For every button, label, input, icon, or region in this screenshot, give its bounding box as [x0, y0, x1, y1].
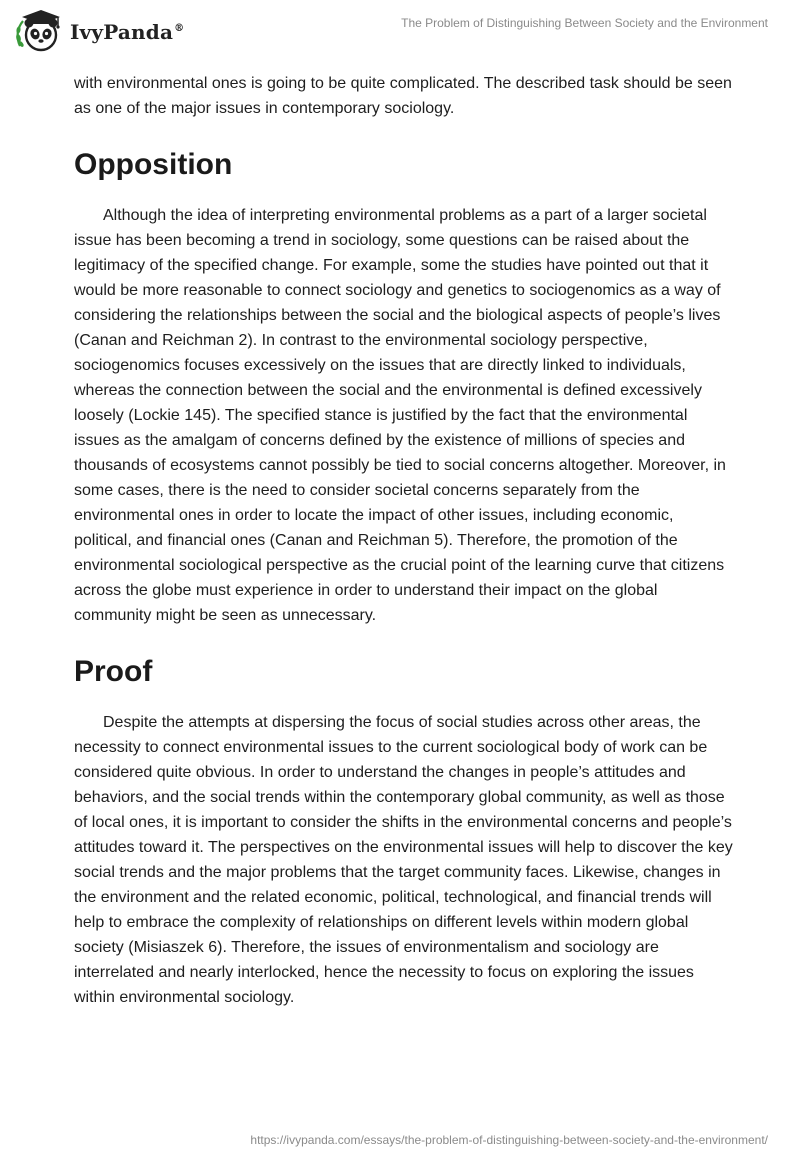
intro-paragraph: with environmental ones is going to be quite complicated. The described task should be seen as one of the major issues in contemporary sociology.	[74, 75, 732, 117]
registered-mark: ®	[174, 23, 185, 35]
section-heading-opposition: Opposition	[74, 148, 233, 181]
brand-name: IvyPanda®	[70, 20, 185, 44]
essay-body	[74, 71, 734, 1010]
source-url-link[interactable]: https://ivypanda.com/essays/the-problem-of-distinguishing-between-society-and-the-environment/	[250, 1133, 768, 1147]
brand-logo[interactable]	[14, 8, 184, 54]
page-header	[0, 0, 800, 60]
panda-logo-icon	[14, 8, 64, 54]
opposition-paragraph: Although the idea of interpreting environmental problems as a part of a larger societal issue has been becoming a trend in sociology, some questions can be raised about the legitimacy of the specified change. For example, some the studies have pointed out that it would be more reasonable to connect sociology and genetics to sociogenomics as a way of considering the relationships between the social and the biological aspects of people’s lives (Canan and Reichman 2). In contrast to the environmental sociology perspective, sociogenomics focuses excessively on the issues that are directly linked to individuals, whereas the connection between the social and the environmental is defined excessively loosely (Lockie 145). The specified stance is justified by the fact that the environmental issues as the amalgam of concerns defined by the existence of millions of species and thousands of ecosystems cannot possibly be tied to social concerns altogether. Moreover, in some cases, there is the need to consider societal concerns separately from the environmental ones in order to locate the impact of other issues, including economic, political, and financial ones (Canan and Reichman 5). Therefore, the promotion of the environmental sociological perspective as the crucial point of the learning curve that citizens across the globe must experience in order to understand their impact on the global community might be seen as unnecessary.	[74, 207, 726, 624]
section-heading-proof: Proof	[74, 655, 153, 688]
proof-paragraph: Despite the attempts at dispersing the focus of social studies across other areas, the necessity to connect environmental issues to the current sociological body of work can be considered quite obvious. In order to understand the changes in people’s attitudes and behaviors, and the social trends within the contemporary global community, as well as those of local ones, it is important to consider the shifts in the environmental concerns and people’s attitudes toward it. The perspectives on the environmental issues will help to discover the key social trends and the major problems that the target community faces. Likewise, changes in the environment and the related economic, political, technological, and financial trends will help to embrace the complexity of relationships on different levels within modern global society (Misiaszek 6). Therefore, the issues of environmentalism and sociology are interrelated and nearly interlocked, hence the necessity to focus on exploring the issues within environmental sociology.	[74, 714, 733, 1006]
document-title: The Problem of Distinguishing Between Society and the Environment	[401, 16, 768, 30]
